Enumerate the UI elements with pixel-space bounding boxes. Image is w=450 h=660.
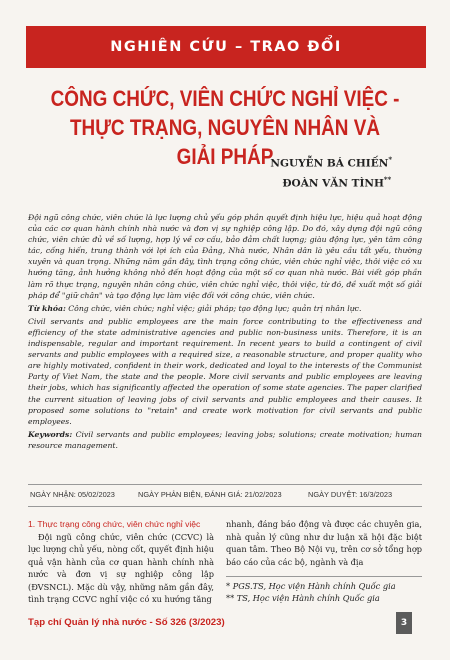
keywords-vietnamese [28, 303, 422, 314]
date-reviewed: NGÀY PHẢN BIỆN, ĐÁNH GIÁ: 21/02/2023 [138, 490, 282, 499]
author-block [270, 152, 392, 191]
author-1-mark: * [388, 155, 392, 164]
abstract-vietnamese: Đội ngũ công chức, viên chức là lực lượng chủ yếu góp phần quyết định hiệu lực, hiệu quả hoạt động của các cơ quan hành chính nhà nước và đơn vị sự nghiệp công lập. Do đó, xây dựng đội ngũ công chức, viên chức đủ về số lượng, hợp lý về cơ cấu, bảo đảm chất lượng; giàu động lực, yên tâm công tác, cống hiến, trung thành với lợi ích của Đảng, Nhà nước, Nhân dân là yêu cầu tất yếu, thường xuyên và quan trọng. Những năm gần đây, tình trạng công chức, viên chức nghỉ việc, thôi việc có xu hướng tăng, ảnh hưởng không nhỏ đến hoạt động của một số cơ quan nhà nước. Bài viết góp phần làm rõ thực trạng, nguyên nhân công chức, viên chức nghỉ việc, thôi việc, từ đó, đề xuất một số giải pháp để "giữ chân" và tạo động lực làm việc đối với công chức, viên chức. [28, 213, 422, 300]
author-2 [270, 172, 392, 192]
body-paragraph-left: Đội ngũ công chức, viên chức (CCVC) là lực lượng chủ yếu, nòng cốt, quyết định hiệu quả vận hành của cơ quan hành chính nhà nước và đơn vị sự nghiệp công lập (ĐVSNCL). Mặc dù vậy, những năm gần đây, tình trạng CCVC nghỉ việc có xu hướng tăng [28, 531, 214, 604]
journal-footer: Tạp chí Quản lý nhà nước - Số 326 (3/2023) [28, 617, 225, 628]
author-2-name: ĐOÀN VĂN TÌNH [282, 177, 384, 189]
divider-bottom [28, 506, 422, 507]
keywords-vi-text: Công chức, viên chức; nghỉ việc; giải pháp; tạo động lực; quản trị nhân lực. [65, 303, 362, 313]
body-paragraph-right: nhanh, đáng báo động và được các chuyên gia, nhà quản lý cũng như dư luận xã hội đặc biệt quan tâm. Theo Bộ Nội vụ, trên cơ sở tổng hợp báo cáo của các bộ, ngành và địa [226, 519, 422, 567]
footnote-1: * PGS.TS, Học viện Hành chính Quốc gia [226, 581, 396, 591]
author-2-mark: ** [383, 174, 392, 184]
footnotes [226, 576, 422, 604]
footnote-2: ** TS, Học viện Hành chính Quốc gia [226, 593, 380, 603]
divider-top [28, 484, 422, 485]
body-column-right [226, 518, 422, 568]
keywords-english [28, 429, 422, 451]
date-approved: NGÀY DUYỆT: 16/3/2023 [308, 490, 393, 499]
section-banner [26, 26, 426, 68]
author-1-name: NGUYỄN BÁ CHIẾN [270, 157, 389, 170]
body-column-left [28, 518, 214, 606]
title-line-1: CÔNG CHỨC, VIÊN CHỨC NGHỈ VIỆC - [50, 86, 400, 111]
date-received: NGÀY NHẬN: 05/02/2023 [30, 490, 115, 499]
keywords-en-text: Civil servants and public employees; leaving jobs; solutions; create motivation; human resource management. [28, 429, 422, 450]
abstract-english: Civil servants and public employees are the main force contributing to the effectiveness and efficiency of the state administrative agencies and public non-business units. Therefore, it is an indispensable, regular and important requirement. In recent years to build a contingent of civil servants and public employees with a required size, a reasonable structure, and proper quality who are highly motivated, confident in their work, dedicated and loyal to the interests of the Communist Party of Viet Nam, the state and the people. More civil servants and public employees are leaving their jobs, which has significantly affected the operation of some state agencies. The paper clarified the current situation of leaving jobs of civil servants and public employees and their causes. It proposed some solutions to "retain" and create work motivation for civil servants and public employees. [28, 316, 422, 426]
keywords-vi-label: Từ khóa: [28, 303, 66, 313]
page-number: 3 [396, 612, 412, 634]
keywords-en-label: Keywords: [28, 429, 73, 439]
abstract [28, 212, 422, 451]
author-1 [270, 152, 392, 172]
section-heading: 1. Thực trạng công chức, viên chức nghỉ việc [28, 519, 201, 529]
section-label: NGHIÊN CỨU – TRAO ĐỔI [110, 39, 342, 55]
title-line-2: THỰC TRẠNG, NGUYÊN NHÂN VÀ GIẢI PHÁP [69, 115, 381, 169]
